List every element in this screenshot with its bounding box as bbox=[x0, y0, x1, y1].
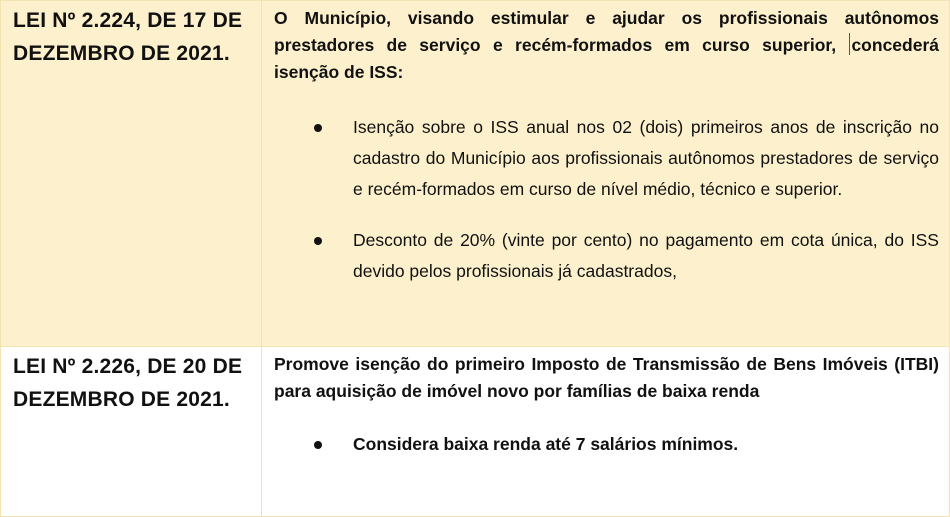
law-title-cell bbox=[1, 347, 262, 516]
law-intro bbox=[274, 5, 939, 86]
list-item-text: Desconto de 20% (vinte por cento) no pagamento em cota única, do ISS devido pelos profissionais já cadastrados, bbox=[353, 230, 939, 281]
bullet-icon bbox=[314, 441, 322, 449]
bullet-icon bbox=[314, 124, 322, 132]
law-title: LEI Nº 2.226, DE 20 DE DEZEMBRO DE 2021. bbox=[13, 355, 243, 411]
law-intro: Promove isenção do primeiro Imposto de Transmissão de Bens Imóveis (ITBI) para aquisição de imóvel novo por famílias de baixa renda bbox=[274, 354, 939, 401]
list-item bbox=[274, 112, 939, 205]
law-intro-text-part2: concederá isenção de ISS: bbox=[274, 35, 939, 82]
list-item-text: Considera baixa renda até 7 salários mínimos. bbox=[353, 434, 739, 454]
list-item bbox=[274, 225, 939, 287]
law-title: LEI Nº 2.224, DE 17 DE DEZEMBRO DE 2021. bbox=[13, 9, 243, 65]
law-description-cell bbox=[262, 1, 949, 347]
law-title-cell bbox=[1, 1, 262, 347]
law-intro-text-part1: O Município, visando estimular e ajudar os profissionais autônomos prestadores de serviço e recém-formados em curso superior, bbox=[274, 8, 939, 55]
law-description-cell bbox=[262, 347, 949, 516]
bullet-list bbox=[274, 112, 939, 287]
list-item-text: Isenção sobre o ISS anual nos 02 (dois) primeiros anos de inscrição no cadastro do Município aos profissionais autônomos prestadores de serviço e recém-formados em curso de nível médio, técnico e superior. bbox=[353, 117, 939, 199]
bullet-list bbox=[274, 429, 939, 460]
bullet-icon bbox=[314, 237, 322, 245]
list-item bbox=[274, 429, 939, 460]
